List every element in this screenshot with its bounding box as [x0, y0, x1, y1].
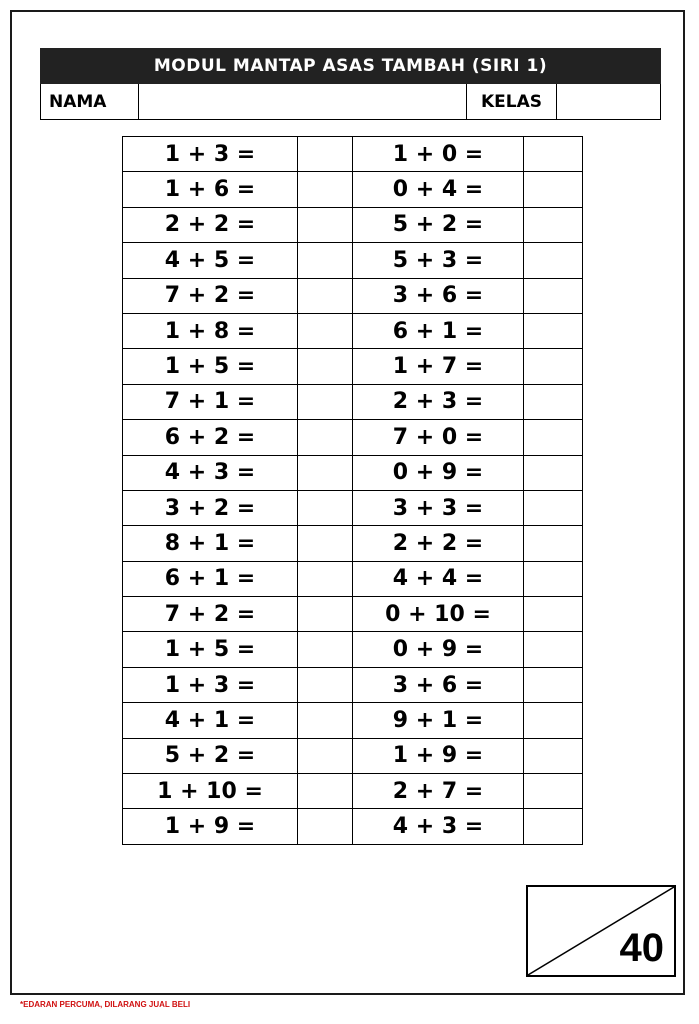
answer-box-right[interactable]: [524, 137, 583, 172]
addition-table: [122, 136, 583, 845]
student-info-row: [40, 84, 661, 120]
table-row: [123, 809, 583, 844]
answer-box-left[interactable]: [298, 667, 353, 702]
question-right: 0 + 10 =: [353, 597, 524, 632]
question-left: 3 + 2 =: [123, 490, 298, 525]
table-row: [123, 561, 583, 596]
question-left: 6 + 1 =: [123, 561, 298, 596]
answer-box-left[interactable]: [298, 278, 353, 313]
answer-box-right[interactable]: [524, 703, 583, 738]
question-right: 2 + 3 =: [353, 384, 524, 419]
answer-box-left[interactable]: [298, 561, 353, 596]
table-row: [123, 526, 583, 561]
answer-box-right[interactable]: [524, 278, 583, 313]
question-right: 1 + 7 =: [353, 349, 524, 384]
answer-box-left[interactable]: [298, 526, 353, 561]
answer-box-left[interactable]: [298, 490, 353, 525]
question-right: 3 + 6 =: [353, 278, 524, 313]
question-right: 1 + 0 =: [353, 137, 524, 172]
answer-box-right[interactable]: [524, 490, 583, 525]
answer-box-left[interactable]: [298, 455, 353, 490]
question-left: 1 + 8 =: [123, 313, 298, 348]
table-row: [123, 703, 583, 738]
answer-box-left[interactable]: [298, 207, 353, 242]
class-label: KELAS: [467, 84, 557, 119]
question-left: 7 + 2 =: [123, 278, 298, 313]
question-left: 1 + 3 =: [123, 137, 298, 172]
answer-box-right[interactable]: [524, 420, 583, 455]
question-left: 4 + 3 =: [123, 455, 298, 490]
answer-box-left[interactable]: [298, 243, 353, 278]
answer-box-right[interactable]: [524, 313, 583, 348]
question-right: 6 + 1 =: [353, 313, 524, 348]
worksheet-title: [40, 48, 661, 84]
question-right: 2 + 7 =: [353, 774, 524, 809]
answer-box-right[interactable]: [524, 243, 583, 278]
answer-box-right[interactable]: [524, 526, 583, 561]
question-left: 1 + 10 =: [123, 774, 298, 809]
table-row: [123, 774, 583, 809]
question-right: 3 + 3 =: [353, 490, 524, 525]
answer-box-right[interactable]: [524, 349, 583, 384]
answer-box-left[interactable]: [298, 809, 353, 844]
question-right: 4 + 4 =: [353, 561, 524, 596]
answer-box-left[interactable]: [298, 172, 353, 207]
question-left: 1 + 6 =: [123, 172, 298, 207]
answer-box-right[interactable]: [524, 738, 583, 773]
answer-box-left[interactable]: [298, 313, 353, 348]
table-row: [123, 632, 583, 667]
table-row: [123, 667, 583, 702]
question-right: 4 + 3 =: [353, 809, 524, 844]
table-row: [123, 420, 583, 455]
question-left: 4 + 1 =: [123, 703, 298, 738]
answer-box-left[interactable]: [298, 597, 353, 632]
answer-box-left[interactable]: [298, 632, 353, 667]
answer-box-right[interactable]: [524, 561, 583, 596]
score-total: 40: [619, 926, 664, 970]
question-right: 0 + 9 =: [353, 632, 524, 667]
question-left: 8 + 1 =: [123, 526, 298, 561]
table-row: [123, 207, 583, 242]
question-right: 1 + 9 =: [353, 738, 524, 773]
table-row: [123, 349, 583, 384]
question-left: 2 + 2 =: [123, 207, 298, 242]
question-right: 7 + 0 =: [353, 420, 524, 455]
question-right: 5 + 2 =: [353, 207, 524, 242]
table-row: [123, 172, 583, 207]
question-right: 0 + 4 =: [353, 172, 524, 207]
answer-box-left[interactable]: [298, 384, 353, 419]
question-right: 5 + 3 =: [353, 243, 524, 278]
answer-box-right[interactable]: [524, 632, 583, 667]
answer-box-left[interactable]: [298, 420, 353, 455]
question-left: 5 + 2 =: [123, 738, 298, 773]
question-left: 1 + 3 =: [123, 667, 298, 702]
question-right: 9 + 1 =: [353, 703, 524, 738]
footer-note: *EDARAN PERCUMA, DILARANG JUAL BELI: [20, 1000, 191, 1009]
class-field[interactable]: [557, 84, 660, 119]
question-left: 7 + 2 =: [123, 597, 298, 632]
table-row: [123, 597, 583, 632]
question-right: 2 + 2 =: [353, 526, 524, 561]
answer-box-left[interactable]: [298, 137, 353, 172]
name-label: NAMA: [41, 84, 139, 119]
answer-box-right[interactable]: [524, 207, 583, 242]
table-row: [123, 490, 583, 525]
question-left: 1 + 5 =: [123, 349, 298, 384]
answer-box-left[interactable]: [298, 703, 353, 738]
table-row: [123, 278, 583, 313]
answer-box-right[interactable]: [524, 384, 583, 419]
question-left: 1 + 9 =: [123, 809, 298, 844]
score-box: [526, 885, 676, 977]
answer-box-right[interactable]: [524, 667, 583, 702]
answer-box-right[interactable]: [524, 455, 583, 490]
table-row: [123, 455, 583, 490]
answer-box-right[interactable]: [524, 774, 583, 809]
answer-box-right[interactable]: [524, 172, 583, 207]
question-left: 7 + 1 =: [123, 384, 298, 419]
question-right: 0 + 9 =: [353, 455, 524, 490]
answer-box-left[interactable]: [298, 738, 353, 773]
question-left: 1 + 5 =: [123, 632, 298, 667]
question-right: 3 + 6 =: [353, 667, 524, 702]
table-row: [123, 137, 583, 172]
table-row: [123, 313, 583, 348]
answer-box-left[interactable]: [298, 349, 353, 384]
answer-box-right[interactable]: [524, 597, 583, 632]
name-field[interactable]: [139, 84, 467, 119]
question-left: 4 + 5 =: [123, 243, 298, 278]
worksheet-title-text: MODUL MANTAP ASAS TAMBAH (SIRI 1): [153, 56, 548, 76]
table-row: [123, 738, 583, 773]
table-row: [123, 384, 583, 419]
answer-box-left[interactable]: [298, 774, 353, 809]
answer-box-right[interactable]: [524, 809, 583, 844]
question-left: 6 + 2 =: [123, 420, 298, 455]
table-row: [123, 243, 583, 278]
